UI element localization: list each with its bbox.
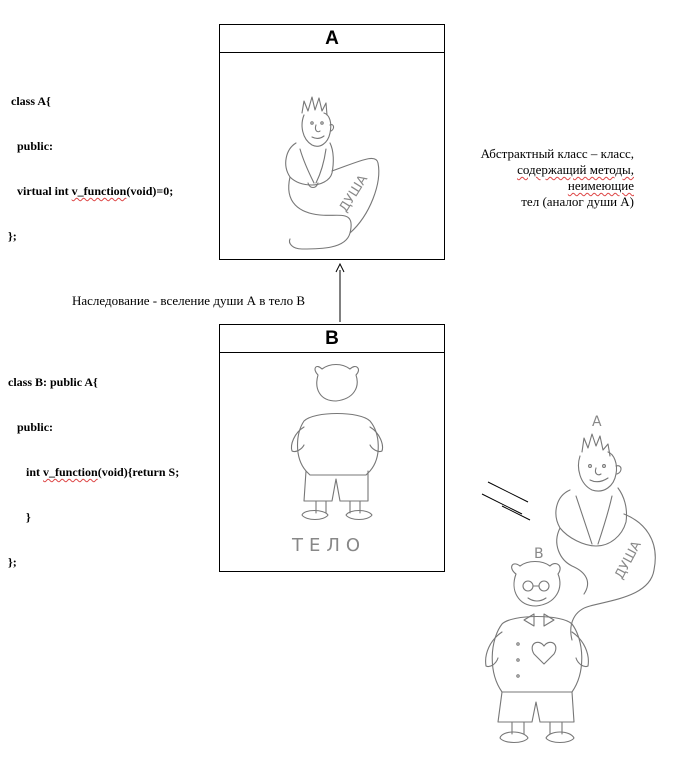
- inheritance-arrow: [334, 262, 346, 322]
- combined-label-a: А: [592, 414, 602, 430]
- code-line: [8, 420, 179, 435]
- class-b-title: B: [220, 325, 444, 353]
- code-text: public:: [17, 420, 54, 434]
- code-text: class A{: [11, 94, 51, 108]
- code-line: [8, 229, 173, 244]
- code-block-class-b: [8, 345, 179, 585]
- code-block-class-a: [8, 64, 174, 259]
- soul-figure-illustration: [220, 53, 444, 259]
- code-line: [11, 94, 173, 109]
- code-text: virtual int: [17, 184, 72, 198]
- body-figure-illustration: [220, 353, 444, 571]
- code-text: };: [8, 555, 17, 569]
- class-a-box: [219, 24, 445, 260]
- note-line: неимеющие: [567, 178, 634, 193]
- code-text: (void){return S;: [97, 465, 180, 479]
- class-b-box: [219, 324, 445, 572]
- code-text: int: [26, 465, 44, 479]
- code-line: [8, 555, 179, 570]
- code-text: }: [26, 510, 31, 524]
- soul-label: ДУША: [336, 172, 372, 216]
- code-line: [11, 139, 173, 154]
- abstract-class-note: [430, 146, 634, 210]
- code-line: [8, 510, 179, 525]
- code-line: [8, 465, 179, 480]
- class-a-title: A: [220, 25, 444, 53]
- note-line: содержащий методы,: [517, 162, 634, 177]
- code-line: [11, 184, 173, 199]
- code-line: [8, 375, 179, 390]
- body-label: ТЕЛО: [292, 535, 367, 556]
- code-text: (void)=0;: [126, 184, 174, 198]
- code-text: public:: [17, 139, 54, 153]
- combined-soul-label: ДУША: [612, 538, 645, 582]
- code-text: class B: public A{: [8, 375, 98, 389]
- code-text: v_function: [43, 465, 98, 479]
- combined-figure-illustration: [472, 410, 662, 750]
- code-text: };: [8, 229, 17, 243]
- code-text: v_function: [71, 184, 127, 198]
- note-line: Абстрактный класс – класс,: [480, 146, 634, 161]
- combined-label-b: В: [534, 546, 544, 562]
- inheritance-label: Наследование - вселение души А в тело В: [72, 293, 306, 308]
- note-line: тел (аналог души А): [521, 194, 634, 209]
